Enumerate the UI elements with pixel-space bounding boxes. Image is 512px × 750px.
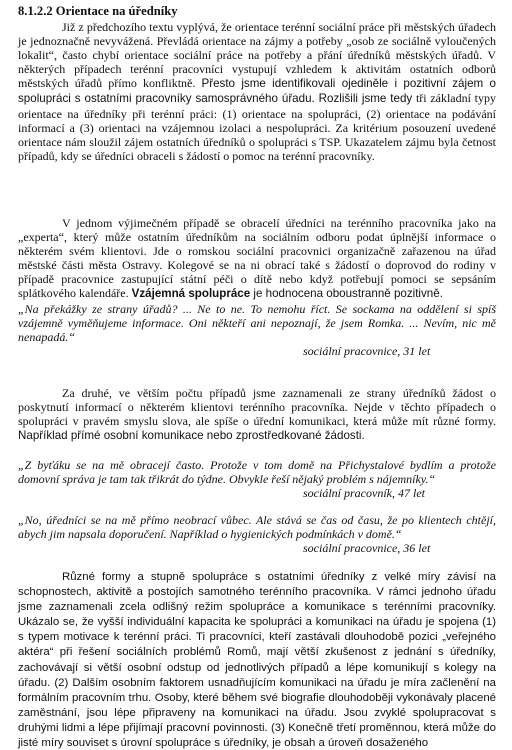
paragraph-4: [18, 569, 496, 750]
quote-2: „Z byťáku se na mě obracejí často. Protože v tom domě na Přichystalové bydlím a protože domovní správa je tam tak třikrát do týdne. Obvykle řeší nějaký problém s nájemníky.“: [18, 458, 496, 487]
paragraph-2: [18, 216, 496, 302]
paragraph-1-text-c: tři základní typy orientace na úředníky při terénní práci: (1) orientace na spolupráci, (2) orientace na podávání informací a (3) orientaci na vzájemnou izolaci a nespolupráci. Za kritérium posouzení uvedené orientace nám sloužil zájem ostatních úředníků o spolupráci s TSP. Ukazatelem zájmu byla četnost případů, kdy se úředníci obraceli s žádostí o pomoc na terénní pracovníky.: [18, 91, 497, 163]
quote-1: „Na překážky ze strany úřadů? ... Ne to ne. To nemohu říct. Se sockama na oddělení si spíš vzájemně vyměňujeme informace. Oni někteří ani nepoznají, že jsem Romka. ... Nevím, nic mě nenapadá.“: [18, 302, 496, 345]
paragraph-4-text-c: Osoby, které během své biografie dlouhodoběji vykonávaly placené zaměstnání, jsou lépe připraveny na komunikaci na úřadu. Jsou zvyklé spolupracovat s druhými lidmi a lépe přijímají pracovní povinnosti. (3): [18, 691, 497, 734]
paragraph-3: [18, 386, 496, 443]
quote-2-attribution: sociální pracovník, 47 let: [303, 486, 425, 500]
quote-3: „No, úředníci se na mě přímo neobrací vůbec. Ale stává se čas od času, že po klientech chtějí, abych jim napsala doporučení. Například o hygienických podmínkách v domě.“: [18, 513, 496, 542]
quote-1-attribution: sociální pracovnice, 31 let: [303, 344, 431, 358]
quote-3-attribution: sociální pracovnice, 36 let: [303, 541, 431, 555]
paragraph-1-text-a: Již z předchozího textu vyplývá, že orientace terénní sociální práce při městských úřadech je jednoznačně nevyvážená. Převládá orientace na zájmy a potřeby „osob ze sociálně vyloučených lokalit“, často chybí orientace sociální práce na potřeby a přání úředníků městských úřadů. V některých případech terénní pracovníci vystupují vzhledem k aktivitám ostatních odborů městských úřadů přímo konfliktně.: [18, 20, 496, 91]
paragraph-2-text-a: V jednom výjimečném případě se obracelí úředníci na terénního pracovníka jako na „experta“, který může ostatním úředníkům na sociálním odboru podat úplnější informace o některém svém klientovi. Jde o romskou sociální pracovnici organizačně zařazenou na úřad městské části města Ostravy. Kolegové se na ni obrací také s žádostí o doprovod do rodiny v případě pracovnice zastupující státní péči o dítě nebo když potřebují pomoci se sepsáním splátkového kalendáře.: [18, 216, 496, 301]
paragraph-1: [18, 20, 496, 163]
paragraph-2-emphasis: Vzájemná spolupráce: [131, 287, 251, 301]
paragraph-4-text-a: Různé formy a stupně spolupráce s ostatními úředníky z velké míry závisí na schopnostech, aktivitě a postojích samotného terénního pracovníka. V rámci jednoho úřadu jsme zaznamenali zcela odlišný režim spolupráce a komunikace s terénními pracovníky. Ukázalo se, že vyšší individuální kapacita ke spolupráci a komunikaci na úřadu je spojena (1) s typem motivace k terénní práci. Ti pracovníci, kteří zastávali dlouhodobě pozici „veřejného aktéra“ při řešení sociálních problémů Romů, mají větší zkušenost z jednání s úředníky, zachovávají si větší osobní odstup od jednotlivých případů a lépe komunikují s kolegy na úřadu. (2): [18, 571, 496, 689]
section-heading: 8.1.2.2 Orientace na úředníky: [18, 4, 178, 18]
paragraph-3-text-b: Například přímé osobní komunikace nebo zprostředkované žádosti.: [18, 429, 365, 443]
paragraph-3-text-a: Za druhé, ve větším počtu případů jsme zaznamenali ze strany úředníků žádost o poskytnutí informací o některém klientovi terénního pracovníka. Nejde v těchto případech o spolupráci v pravém smyslu slova, ale spíše o úřední komunikaci, která může mít různé formy.: [18, 386, 496, 429]
paragraph-1-text-b: Přesto jsme identifikovali ojediněle i pozitivní zájem o spolupráci s ostatními pracovníky samosprávného úřadu. Rozlišili jsme tedy: [18, 77, 496, 106]
paragraph-4-text-d: Konečně třetí proměnnou, která může do jisté míry souviset s úrovní spolupráce s úředníky, je obsah a úroveň dosaženého: [18, 721, 496, 750]
paragraph-2-text-b: je hodnocena oboustranně pozitivně.: [250, 287, 443, 301]
paragraph-4-text-b: Dalším osobním faktorem usnadňujícím komunikaci na úřadu je míra začlenění na formálním pracovním trhu.: [18, 676, 496, 704]
